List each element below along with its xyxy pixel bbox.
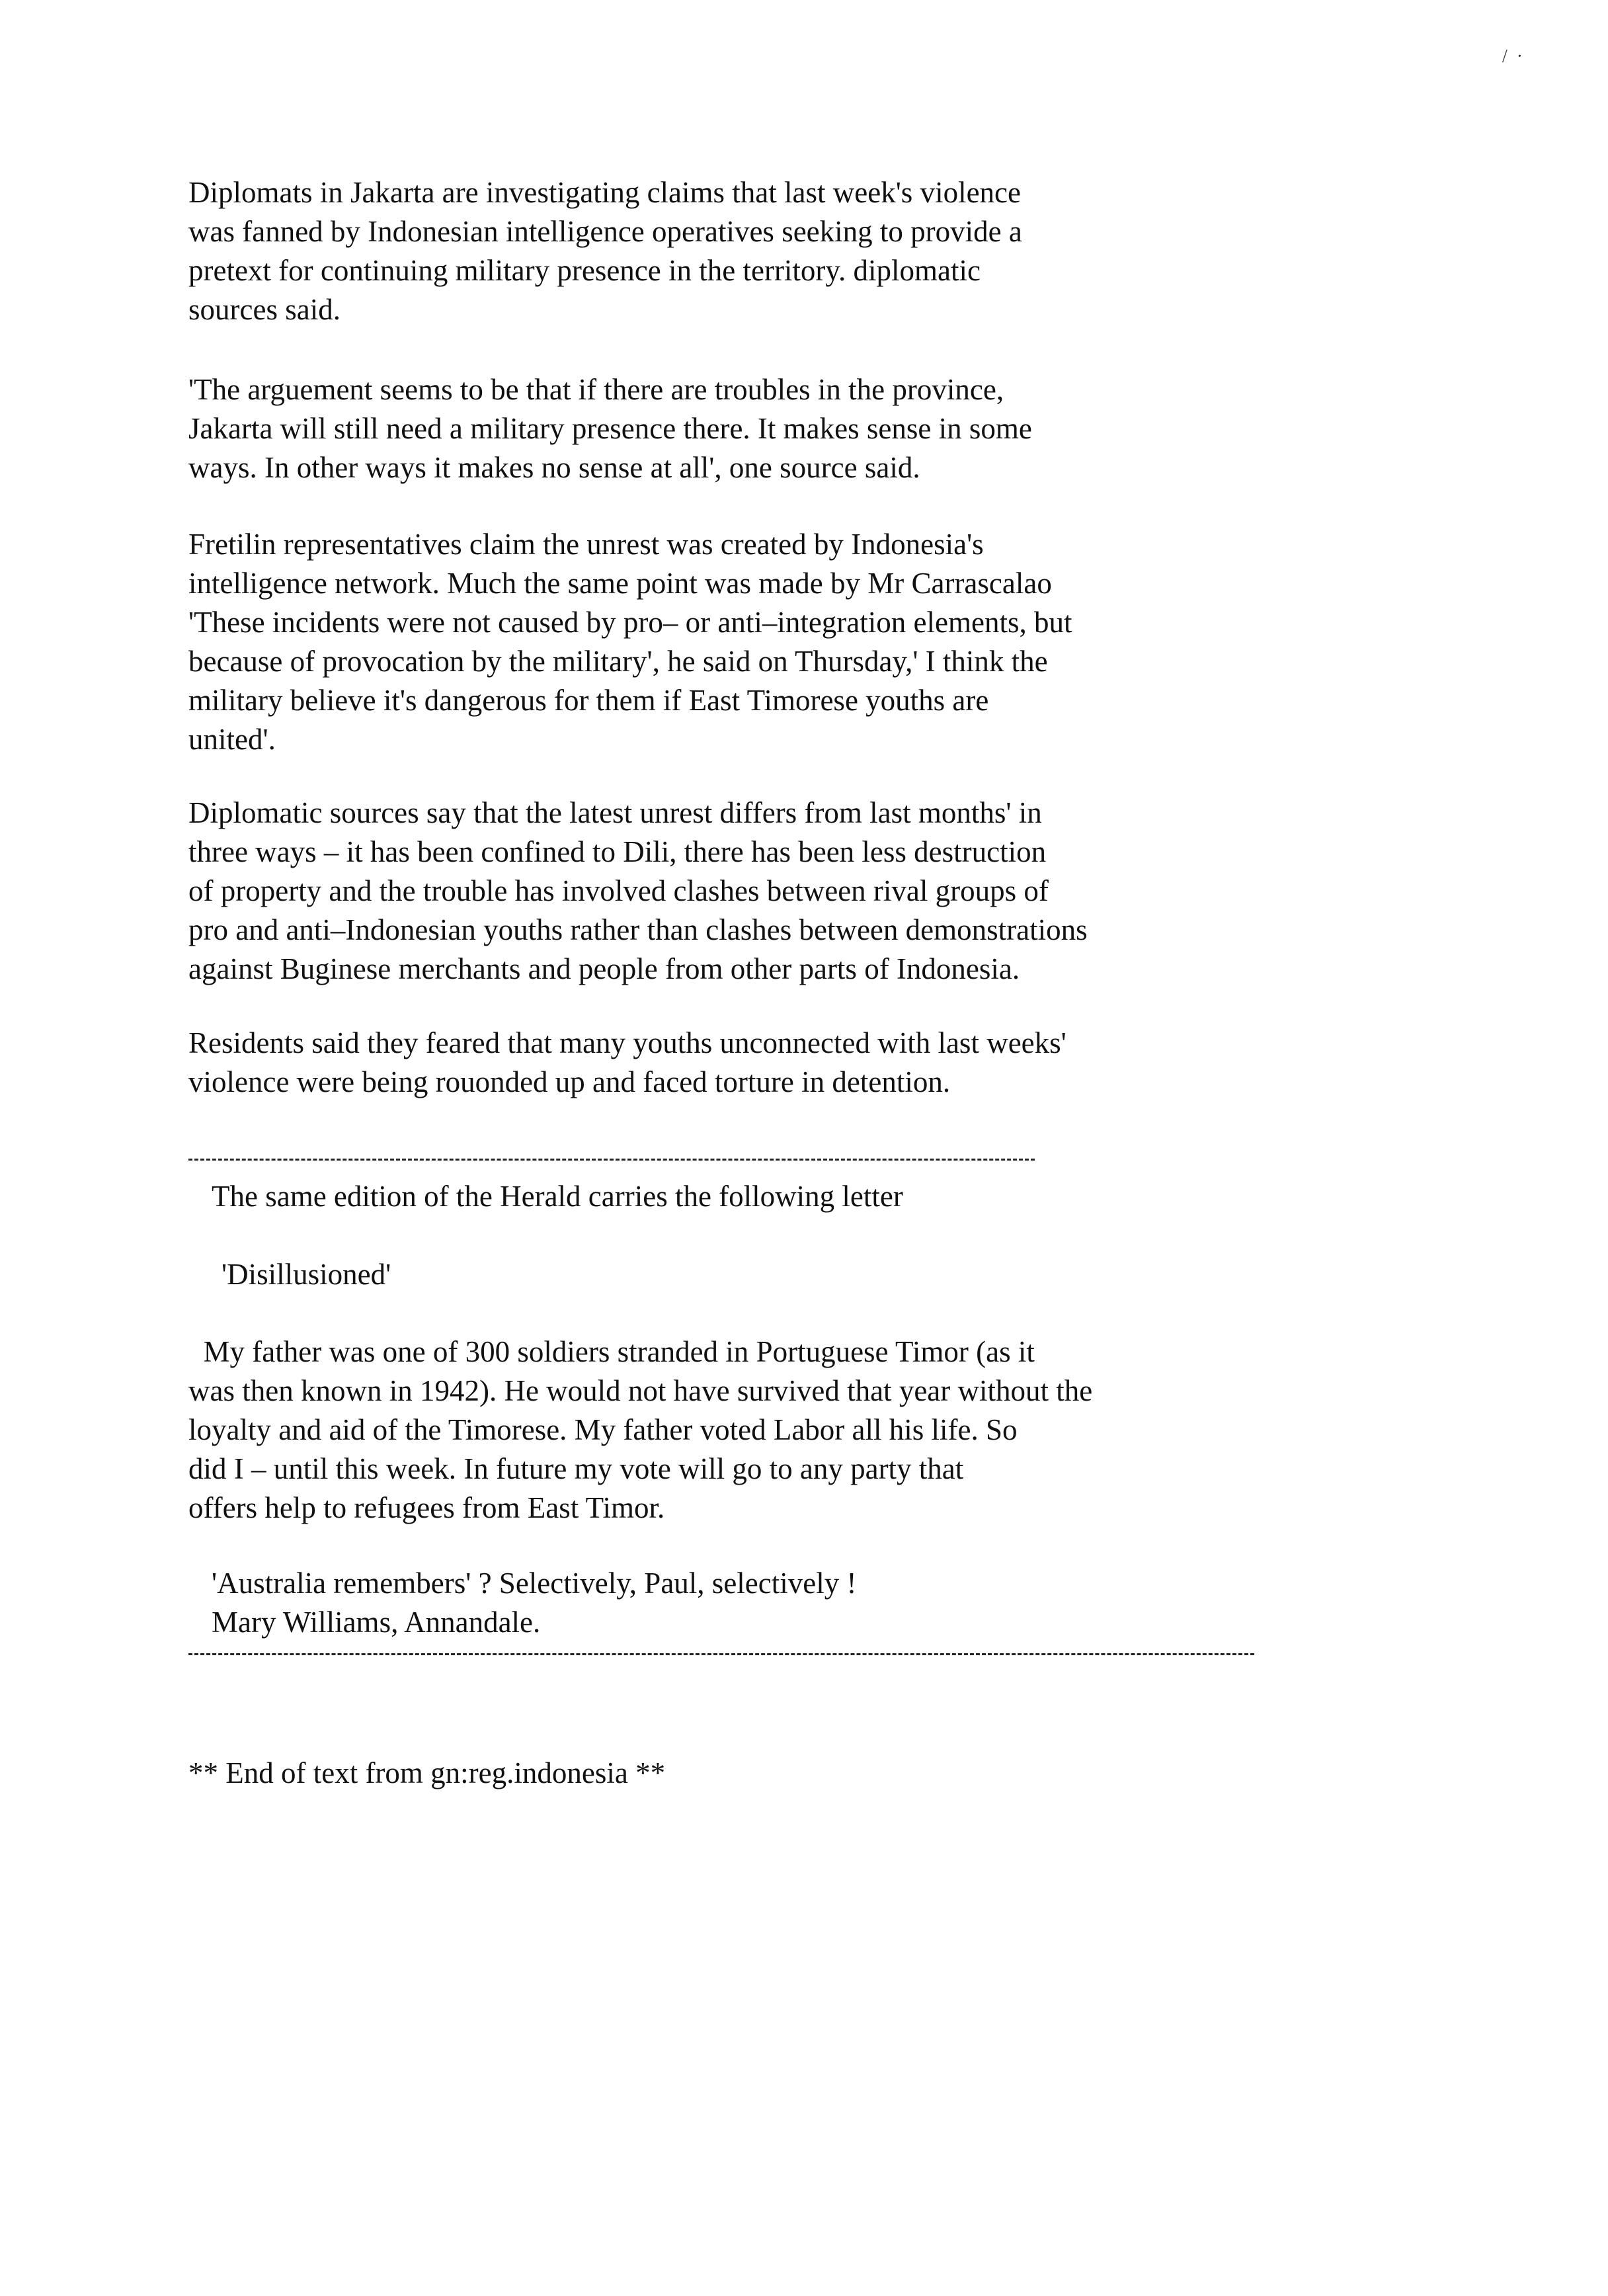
text-line: pretext for continuing military presence in the territory. diplomatic — [188, 254, 981, 287]
text-line: against Buginese merchants and people from other parts of Indonesia. — [188, 952, 1020, 985]
paragraph-diplomats-investigating — [188, 173, 1445, 329]
text-line: united'. — [188, 723, 276, 756]
text-line: 'Australia remembers' ? Selectively, Paul, selectively ! — [212, 1567, 857, 1600]
text-line: did I – until this week. In future my vote will go to any party that — [188, 1452, 964, 1485]
letter-signoff — [212, 1564, 1468, 1642]
text-line: because of provocation by the military', he said on Thursday,' I think the — [188, 645, 1048, 678]
text-line: loyalty and aid of the Timorese. My father voted Labor all his life. So — [188, 1413, 1018, 1446]
text-line: sources said. — [188, 293, 341, 326]
text-line: Fretilin representatives claim the unrest was created by Indonesia's — [188, 528, 984, 561]
text-line: three ways – it has been confined to Dili, there has been less destruction — [188, 835, 1047, 868]
text-line: 'Disillusioned' — [221, 1258, 391, 1291]
end-of-text-note — [188, 1754, 1445, 1793]
letter-body — [188, 1332, 1445, 1528]
letter-author: Mary Williams, Annandale. — [212, 1606, 541, 1639]
text-line: My father was one of 300 soldiers stranded in Portuguese Timor (as it — [188, 1335, 1035, 1368]
text-line: military believe it's dangerous for them if East Timorese youths are — [188, 684, 989, 717]
text-line: was then known in 1942). He would not have survived that year without the — [188, 1374, 1093, 1407]
text-line: of property and the trouble has involved clashes between rival groups of — [188, 874, 1049, 907]
letter-intro — [212, 1177, 1468, 1216]
text-line: 'The arguement seems to be that if there are troubles in the province, — [188, 373, 1004, 406]
text-line: Diplomats in Jakarta are investigating claims that last week's violence — [188, 176, 1021, 209]
text-line: Jakarta will still need a military presence there. It makes sense in some — [188, 412, 1032, 445]
paragraph-residents-fear — [188, 1024, 1445, 1102]
text-line: ** End of text from gn:reg.indonesia ** — [188, 1756, 666, 1789]
text-line: was fanned by Indonesian intelligence operatives seeking to provide a — [188, 215, 1022, 248]
text-line: violence were being rouonded up and faced torture in detention. — [188, 1065, 951, 1098]
letter-title — [221, 1255, 1478, 1294]
text-line: ways. In other ways it makes no sense at all', one source said. — [188, 451, 920, 484]
text-line: 'These incidents were not caused by pro– or anti–integration elements, but — [188, 606, 1072, 639]
text-line: Diplomatic sources say that the latest unrest differs from last months' in — [188, 796, 1042, 829]
text-line: intelligence network. Much the same point was made by Mr Carrascalao — [188, 567, 1052, 600]
text-line: The same edition of the Herald carries the following letter — [212, 1180, 903, 1213]
paragraph-unrest-differences — [188, 794, 1445, 989]
paragraph-fretilin-claim — [188, 525, 1445, 759]
corner-mark: / · — [1502, 46, 1523, 67]
paragraph-argument-quote — [188, 370, 1445, 487]
dashed-divider-top — [188, 1159, 1035, 1161]
dashed-divider-bottom — [188, 1653, 1254, 1655]
text-line: pro and anti–Indonesian youths rather than clashes between demonstrations — [188, 913, 1088, 946]
text-line: Residents said they feared that many youths unconnected with last weeks' — [188, 1026, 1066, 1059]
text-line: offers help to refugees from East Timor. — [188, 1491, 665, 1524]
